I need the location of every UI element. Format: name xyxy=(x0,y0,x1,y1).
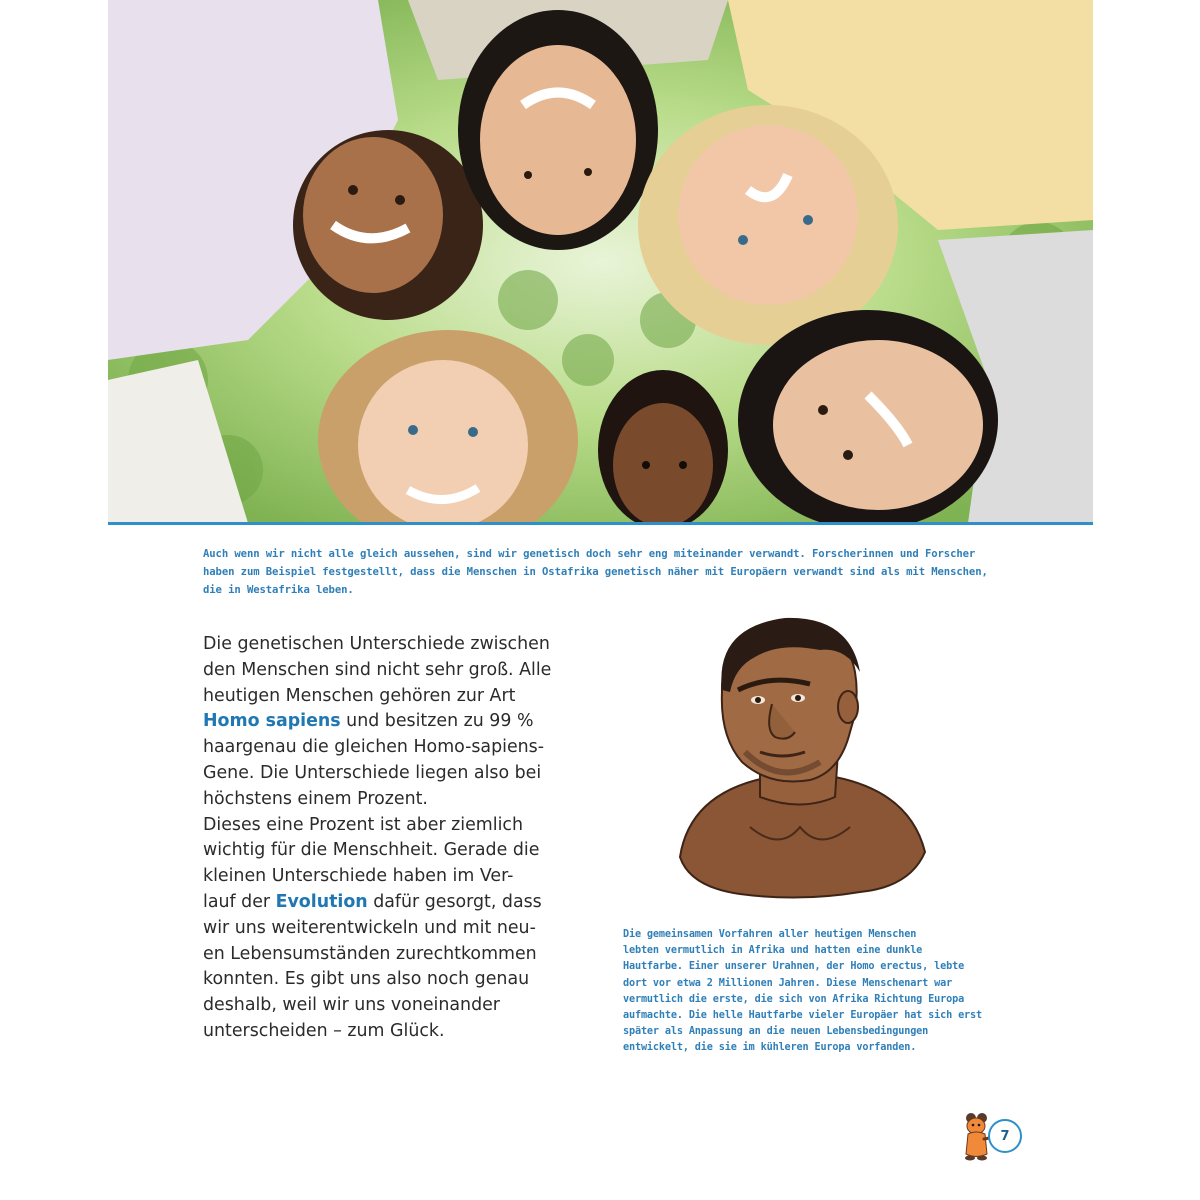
body-line: wir uns weiterentwickeln und mit neu- xyxy=(203,917,536,938)
body-line: Dieses eine Prozent ist aber ziemlich xyxy=(203,814,523,835)
photo-divider-line xyxy=(108,522,1093,525)
children-circle-photo xyxy=(108,0,1093,523)
illustration-caption-line: lebten vermutlich in Afrika und hatten eine dunkle xyxy=(623,945,923,957)
body-line: Gene. Die Unterschiede liegen also bei xyxy=(203,762,542,783)
illustration-caption-line: Hautfarbe. Einer unserer Urahnen, der Homo erectus, lebte xyxy=(623,961,965,973)
body-line: en Lebensumständen zurechtkommen xyxy=(203,943,537,964)
body-line: deshalb, weil wir uns voneinander xyxy=(203,995,500,1016)
body-line: wichtig für die Menschheit. Gerade die xyxy=(203,840,540,861)
body-line: unterscheiden – zum Glück. xyxy=(203,1020,445,1041)
body-line: heutigen Menschen gehören zur Art xyxy=(203,685,516,706)
body-line: Die genetischen Unterschiede zwischen xyxy=(203,634,550,654)
body-line: konnten. Es gibt uns also noch genau xyxy=(203,969,530,990)
photo-caption xyxy=(203,545,1003,599)
illustration-caption-line: dort vor etwa 2 Millionen Jahren. Diese Menschenart war xyxy=(623,977,953,989)
body-line xyxy=(203,709,603,735)
illustration-caption xyxy=(623,927,993,1057)
body-line: kleinen Unterschiede haben im Ver- xyxy=(203,866,514,887)
body-paragraph xyxy=(203,632,603,1045)
body-line: höchstens einem Prozent. xyxy=(203,788,428,809)
body-text-fragment: dafür gesorgt, dass xyxy=(367,891,542,912)
illustration-caption-line: Die gemeinsamen Vorfahren aller heutigen Menschen xyxy=(623,929,917,940)
photo-caption-line: haben zum Beispiel festgestellt, dass die Menschen in Ostafrika genetisch näher mit Europäern verwandt sind als mit Menschen, xyxy=(203,566,988,578)
glossary-term-homo-sapiens[interactable]: Homo sapiens xyxy=(203,711,341,732)
page-number-badge xyxy=(958,1112,1030,1164)
body-line: haargenau die gleichen Homo-sapiens- xyxy=(203,737,545,758)
illustration-caption-line: entwickelt, die sie im kühleren Europa vorfanden. xyxy=(623,1042,917,1054)
homo-erectus-illustration xyxy=(660,612,940,902)
glossary-term-evolution[interactable]: Evolution xyxy=(275,891,368,912)
illustration-caption-line: vermutlich die erste, die sich von Afrika Richtung Europa xyxy=(623,993,965,1005)
body-line: den Menschen sind nicht sehr groß. Alle xyxy=(203,659,552,680)
body-text-fragment: und besitzen zu 99 % xyxy=(340,711,534,732)
body-text-fragment: lauf der xyxy=(203,891,276,912)
photo-caption-line: die in Westafrika leben. xyxy=(203,584,354,596)
body-line xyxy=(203,890,603,916)
photo-caption-line: Auch wenn wir nicht alle gleich aussehen, sind wir genetisch doch sehr eng miteinander verwandt. Forscherinnen und Forscher xyxy=(203,548,976,560)
illustration-caption-line: aufmachte. Die helle Hautfarbe vieler Europäer hat sich erst xyxy=(623,1010,983,1022)
page-number: 7 xyxy=(988,1119,1022,1153)
illustration-caption-line: später als Anpassung an die neuen Lebensbedingungen xyxy=(623,1026,929,1038)
